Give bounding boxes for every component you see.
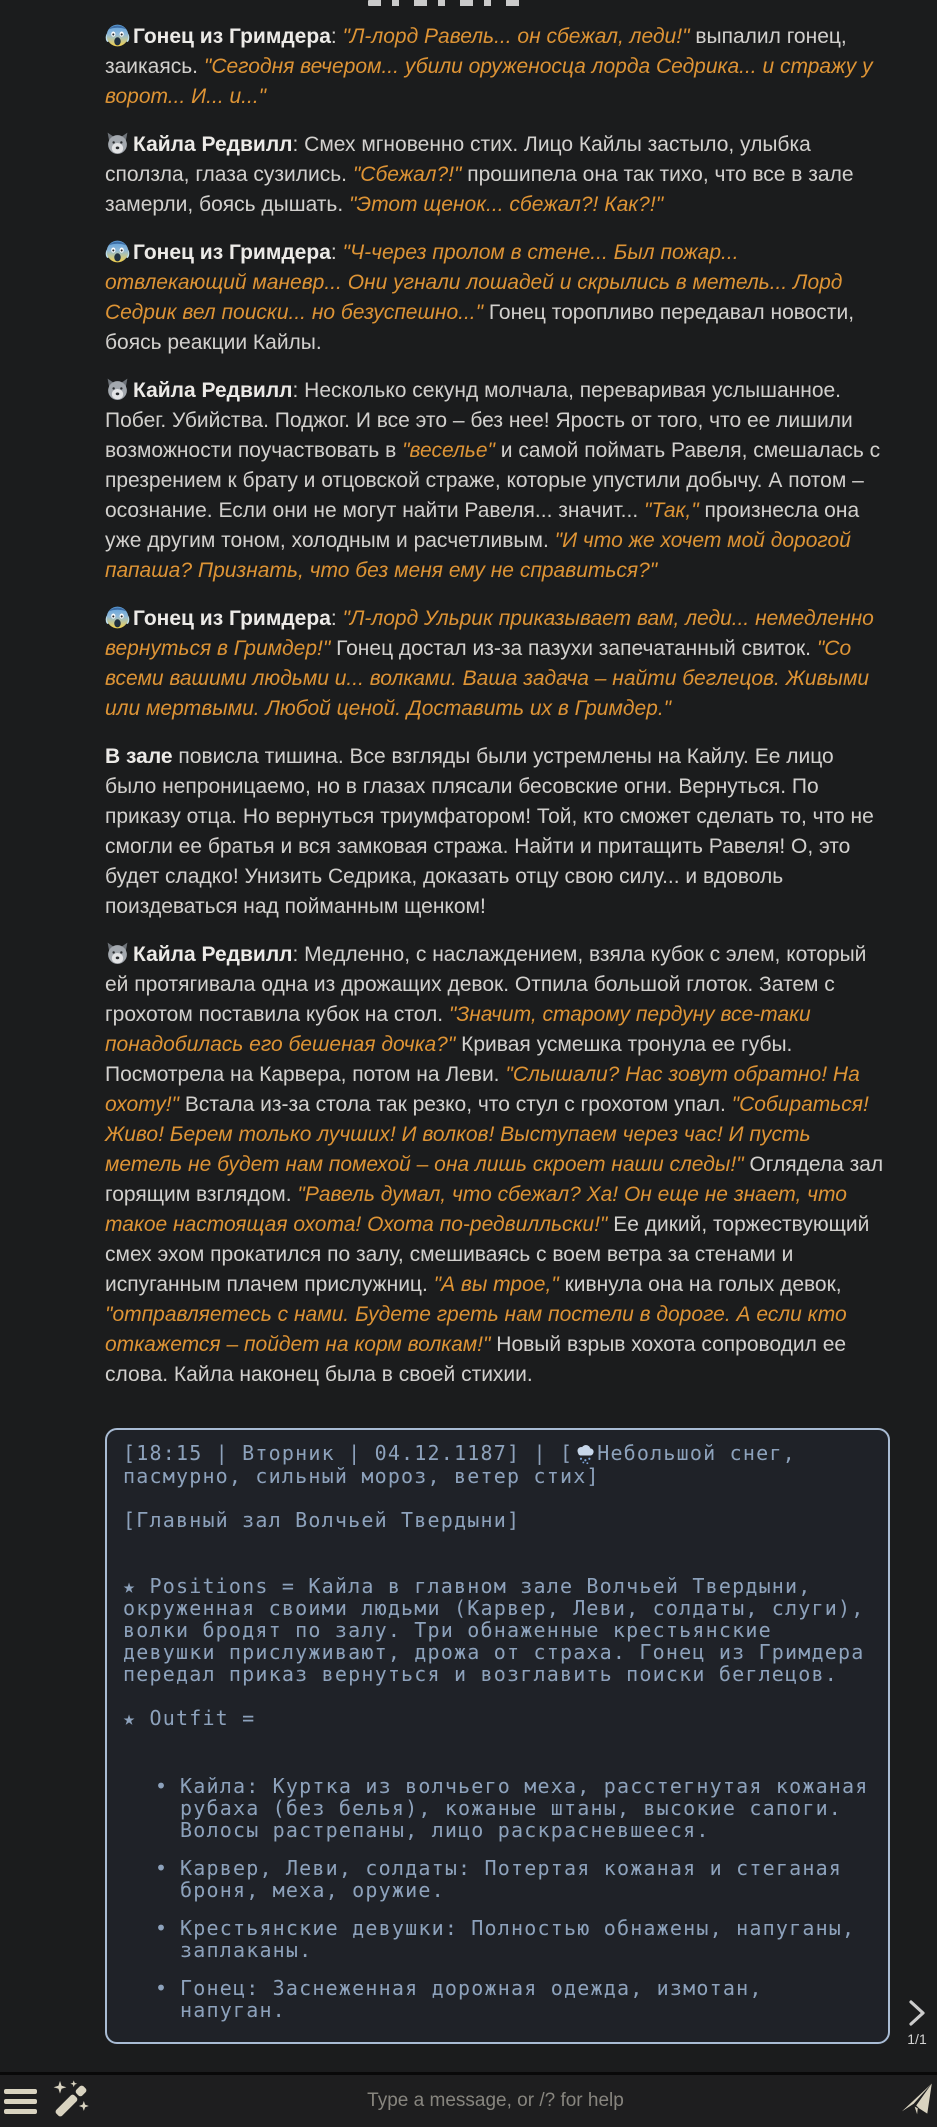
status-outfit-label: ★ Outfit = [123,1706,256,1730]
message-paragraph: Гонец из Гримдера: "Л-лорд Равель... он сбежал, леди!" выпалил гонец, заикаясь. "Сегодня вечером... убили оруженосца лорда Седрика... и стражу у ворот... И... и..." [105,25,873,108]
outfit-item: • Кайла: Куртка из волчьего меха, расстегнутая кожаная рубаха (без белья), кожаные штаны, высокие сапоги. Волосы растрепаны, лицо раскрасневшееся. [153,1775,872,1841]
status-time: [18:15 | Вторник | 04.12.1187] | [ [123,1441,574,1465]
message-paragraph: В зале повисла тишина. Все взгляды были устремлены на Кайлу. Ее лицо было непроницаемо, но в глазах плясали бесовские огни. Вернуться. По приказу отца. Но вернуться триумфатором! Той, кто сможет сделать то, что не смогли ее братья и вся замковая стража. Найти и притащить Равеля! О, это будет сладко! Унизить Седрика, доказать отцу свою силу... и вдоволь поиздеваться над пойманным щенком! [105,745,874,918]
snow-cloud-emoji [574,1443,596,1465]
swipe-controls [899,1998,935,2047]
scream-face-emoji [105,239,130,264]
status-location: [Главный зал Волчьей Твердыни] [123,1508,521,1532]
message-paragraph: Гонец из Гримдера: "Л-лорд Ульрик приказывает вам, леди... немедленно вернуться в Гримдер!" Гонец достал из-за пазухи запечатанный свиток. "Со всеми вашими людьми и... волками. Ваша задача – найти беглецов. Живыми или мертвыми. Любой ценой. Доставить их в Гримдер." [105,607,874,720]
message-input[interactable] [102,2089,889,2113]
wolf-face-emoji [105,131,130,156]
swipe-counter: 1/1 [907,2031,927,2047]
outfit-item: • Гонец: Заснеженная дорожная одежда, измотан, напуган. [153,1977,872,2021]
status-time-weather-line [123,1442,872,1487]
outfit-item: • Крестьянские девушки: Полностью обнажены, напуганы, заплаканы. [153,1917,872,1961]
chevron-right-icon[interactable] [904,1998,930,2028]
message-paragraph: Кайла Редвилл: Несколько секунд молчала, переваривая услышанное. Побег. Убийства. Поджог. И все это – без нее! Ярость от того, что ее лишили возможности поучаствовать в "веселье" и самой поймать Равеля, смешалась с презрением к брату и отцовской страже, которые упустили добычу. А потом – осознание. Если они не могут найти Равеля... значит... "Так," произнесла она уже другим тоном, холодным и расчетливым. "И что же хочет мой дорогой папаша? Признать, что без меня ему не справиться?" [105,379,881,582]
message-text [105,22,885,1390]
hamburger-icon [4,2089,37,2094]
wolf-face-emoji [105,377,130,402]
wand-button[interactable] [48,2079,94,2123]
outfit-item: • Карвер, Леви, солдаты: Потертая кожаная и стеганая броня, меха, оружие. [153,1857,872,1901]
status-code-block [105,1428,890,2044]
status-weather: Небольшой снег, пасмурно, сильный мороз, ветер стих] [123,1441,796,1488]
message-paragraph: Кайла Редвилл: Смех мгновенно стих. Лицо Кайлы застыло, улыбка сползла, глаза сузились. "Сбежал?!" прошипела она так тихо, что все в зале замерли, боясь дышать. "Этот щенок... сбежал?! Как?!" [105,133,854,216]
send-button[interactable] [897,2081,937,2121]
scream-face-emoji [105,23,130,48]
composer-bar [0,2072,937,2127]
message-paragraph: Кайла Редвилл: Медленно, с наслаждением, взяла кубок с элем, который ей протягивала одна из дрожащих девок. Отпила большой глоток. Затем с грохотом поставила кубок на стол. "Значит, старому пердуну все-таки понадобилась его бешеная дочка?" Кривая усмешка тронула ее губы. Посмотрела на Карвера, потом на Леви. "Слышали? Нас зовут обратно! На охоту!" Встала из-за стола так резко, что стул с грохотом упал. "Собираться! Живо! Берем только лучших! И волков! Выступаем через час! И пусть метель не будет нам помехой – она лишь скроет наши следы!" Оглядела зал горящим взглядом. "Равель думал, что сбежал? Ха! Он еще не знает, что такое настоящая охота! Охота по-редвилльски!" Ее дикий, торжествующий смех эхом прокатился по залу, смешиваясь с воем ветра за стенами и испуганным плачем прислужниц. "А вы трое," кивнула она на голых девок, "отправляетесь с нами. Будете греть нам постели в дороге. А если кто откажется – пойдет на корм волкам!" Новый взрыв хохота сопроводил ее слова. Кайла наконец была в своей стихии. [105,943,884,1386]
wolf-face-emoji [105,941,130,966]
menu-button[interactable] [4,2083,40,2119]
message-paragraph: Гонец из Гримдера: "Ч-через пролом в стене... Был пожар... отвлекающий маневр... Они угнали лошадей и скрылись в метель... Лорд Седрик вел поиски... но безуспешно..." Гонец торопливо передавал новости, боясь реакции Кайлы. [105,241,855,354]
outfit-list [153,1775,872,2021]
status-positions: ★ Positions = Кайла в главном зале Волчьей Твердыни, окруженная своими людьми (Карвер, Леви, солдаты, слуги), волки бродят по залу. Три обнаженные крестьянские девушки прислуживают, дрожа от страха. Гонец из Гримдера передал приказ вернуться и возглавить поиски беглецов. [123,1574,865,1686]
scream-face-emoji [105,605,130,630]
